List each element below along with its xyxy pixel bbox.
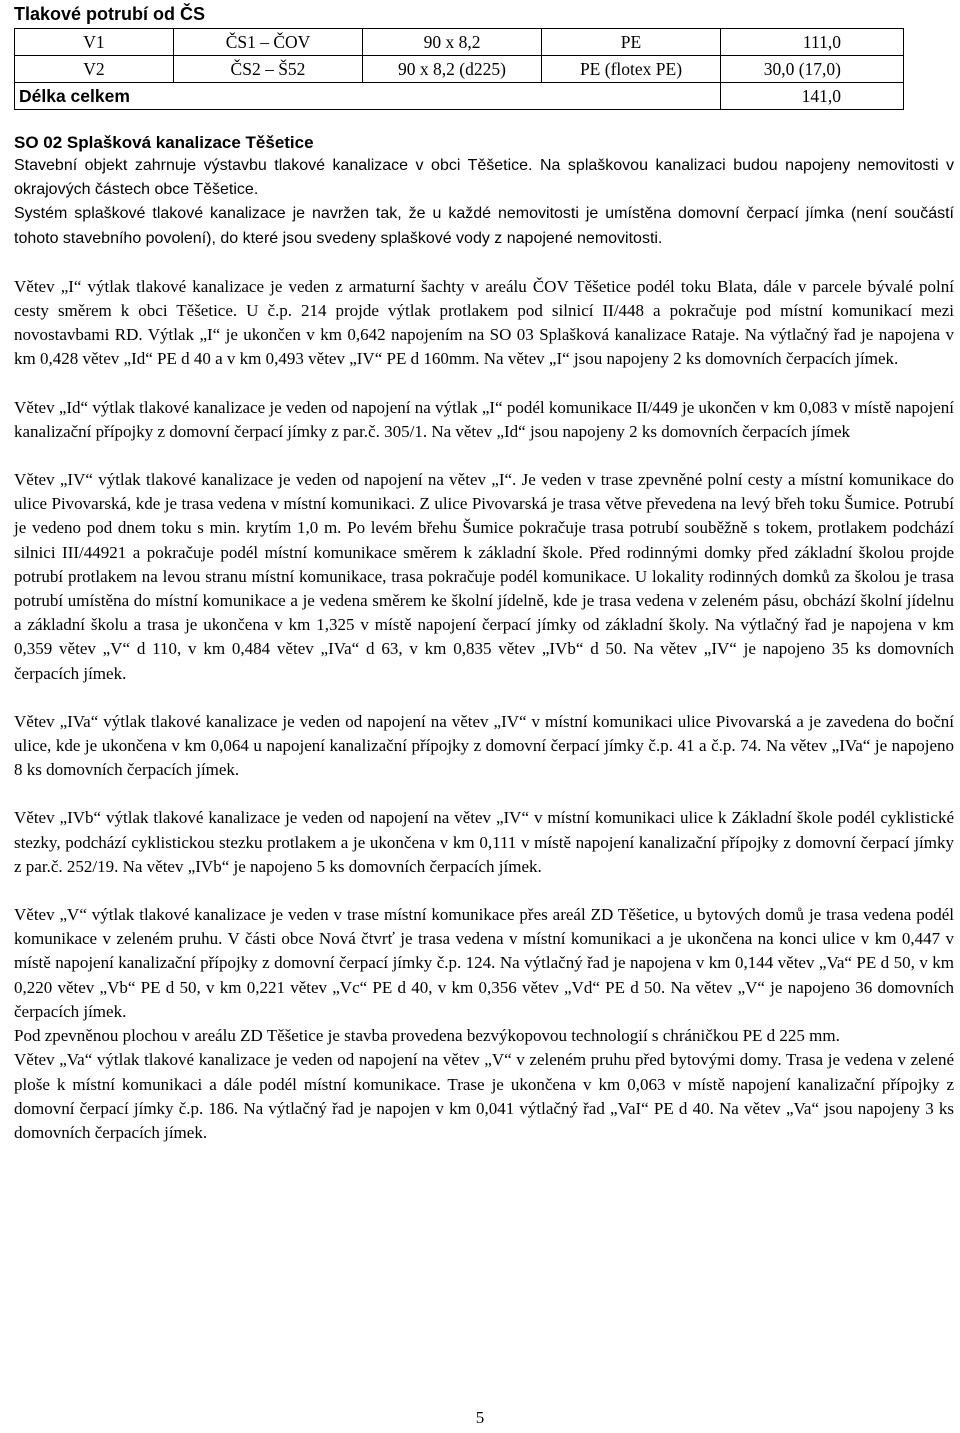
table-cell: 90 x 8,2 [363,29,542,56]
paragraph-system: Systém splaškové tlakové kanalizace je navržen tak, že u každé nemovitosti je umístěna domovní čerpací jímka (není součástí tohoto stavebního povolení), do které jsou svedeny splaškové vody z napojené nemovitosti. [14,205,954,247]
paragraph-branch-iv: Větev „IV“ výtlak tlakové kanalizace je veden od napojení na větev „I“. Je veden v trase zpevněné polní cesty a místní komunikace do ulice Pivovarská, kde je trasa vedena v místní komunikaci. Z ulice Pivovarská je trasa větve převedena na levý břeh toku Šumice. Potrubí je vedeno pod dnem toku s min. krytím 1,0 m. Po levém břehu Šumice pokračuje trasa potrubí souběžně s tokem, protlakem podchází silnici III/44921 a pokračuje podél místní komunikace směrem k základní škole. Před rodinnými domky před základní školou projde potrubí protlakem na levou stranu místní komunikace, trasa pokračuje podél komunikace. U lokality rodinných domků za školou je trasa potrubí umístěna do místní komunikace a je vedena směrem ke školní jídelně, kde je trasa vedena v zeleném pásu, obchází školní jídelnu a základní školu a trasa je ukončena v km 1,325 v místě napojení čerpací jímky od základní školy. Na výtlačný řad je napojena v km 0,359 větev „V“ d 110, v km 0,484 větev „IVa“ d 63, v km 0,835 větev „IVb“ d 50. Na větev „IV“ je napojeno 35 ks domovních čerpacích jímek. [14,470,954,683]
table-cell: V1 [15,29,174,56]
paragraph-branch-v: Větev „V“ výtlak tlakové kanalizace je veden v trase místní komunikace přes areál ZD Těšetice, u bytových domů je trasa vedena podél komunikace v zeleném pruhu. V části obce Nová čtvrť je trasa vedena v místní komunikaci a je ukončena na konci ulice v km 0,447 v místě napojení kanalizační přípojky z domovní čerpací jímky č.p. 124. Na výtlačný řad je napojena v km 0,144 větev „Va“ PE d 50, v km 0,220 větev „Vb“ PE d 50, v km 0,221 větev „Vc“ PE d 40, v km 0,356 větev „Vd“ PE d 50. Na větev „V“ je napojeno 36 domovních čerpacích jímek. [14,905,954,1021]
paragraph-branch-va: Větev „Va“ výtlak tlakové kanalizace je veden od napojení na větev „V“ v zeleném pruhu před bytovými domy. Trasa je vedena v zelené ploše k místní komunikaci a dále podél místní komunikace. Trase je ukončena v km 0,063 v místě napojení kanalizační přípojky z domovní čerpací jímky č.p. 186. Na výtlačný řad je napojen v km 0,041 výtlačný řad „VaI“ PE d 40. Na větev „Va“ jsou napojeny 3 ks domovních čerpacích jímek. [14,1050,954,1142]
table-cell: ČS1 – ČOV [174,29,363,56]
table-total-row [15,83,904,110]
table-cell: PE [542,29,721,56]
table-cell: V2 [15,56,174,83]
document-page [14,0,954,1145]
paragraph-branch-id: Větev „Id“ výtlak tlakové kanalizace je veden od napojení na výtlak „I“ podél komunikace II/449 je ukončen v km 0,083 v místě napojení kanalizační přípojky z domovní čerpací jímky z par.č. 305/1. Na větev „Id“ jsou napojeny 2 ks domovních čerpacích jímek [14,397,954,441]
paragraph-branch-ivb: Větev „IVb“ výtlak tlakové kanalizace je veden od napojení na větev „IV“ v místní komunikaci ulice k Základní škole podél cyklistické stezky, podchází cyklistickou stezku protlakem a je ukončena v km 0,111 v místě napojení kanalizační přípojky z domovní čerpací jímky z par.č. 252/19. Na větev „IVb“ je napojeno 5 ks domovních čerpacích jímek. [14,808,954,876]
total-length-label: Délka celkem [15,83,721,110]
paragraph-branch-iva: Větev „IVa“ výtlak tlakové kanalizace je veden od napojení na větev „IV“ v místní komunikaci ulice Pivovarská a je zavedena do boční ulice, kde je ukončena v km 0,064 u napojení kanalizační přípojky z domovní čerpací jímky č.p. 41 a č.p. 74. Na větev „IVa“ je napojeno 8 ks domovních čerpacích jímek. [14,711,954,780]
table-row [15,56,904,83]
table-cell: 90 x 8,2 (d225) [363,56,542,83]
table-row [15,29,904,56]
table-cell: 30,0 (17,0) [721,56,904,83]
paragraph-branch-i: Větev „I“ výtlak tlakové kanalizace je veden z armaturní šachty v areálu ČOV Těšetice podél toku Blata, dále v parcele bývalé polní cesty směrem k obci Těšetice. U č.p. 214 projde výtlak protlakem pod silnicí II/448 a pokračuje pod místní komunikací mezi novostavbami RD. Výtlak „I“ je ukončen v km 0,642 napojením na SO 03 Splašková kanalizace Rataje. Na výtlačný řad je napojena v km 0,428 větev „Id“ PE d 40 a v km 0,493 větev „IV“ PE d 160mm. Na větev „I“ jsou napojeny 2 ks domovních čerpacích jímek. [14,276,954,369]
pressure-pipe-heading: Tlakové potrubí od ČS [14,4,206,24]
paragraph-intro: Stavební objekt zahrnuje výstavbu tlakové kanalizace v obci Těšetice. Na splaškovou kanalizaci budou napojeny nemovitosti v okrajových částech obce Těšetice. [14,157,954,199]
table-cell: 111,0 [721,29,904,56]
total-length-value: 141,0 [721,83,904,110]
pipe-table [14,28,904,110]
section-title: SO 02 Splašková kanalizace Těšetice [14,133,314,152]
table-cell: PE (flotex PE) [542,56,721,83]
page-number: 5 [475,1408,485,1427]
paragraph-zd: Pod zpevněnou plochou v areálu ZD Těšetice je stavba provedena bezvýkopovou technologií s chráničkou PE d 225 mm. [14,1026,840,1046]
table-cell: ČS2 – Š52 [174,56,363,83]
